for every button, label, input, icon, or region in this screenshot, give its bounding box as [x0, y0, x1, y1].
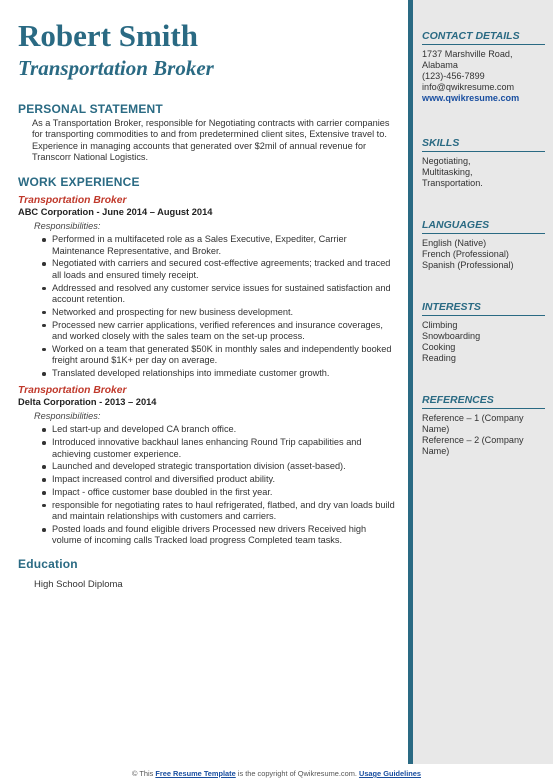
languages-heading: LANGUAGES	[422, 219, 545, 234]
usage-guidelines-link[interactable]: Usage Guidelines	[358, 769, 422, 778]
contact-website-link[interactable]: www.qwikresume.com	[422, 93, 520, 103]
list-item: Led start-up and developed CA branch office.	[42, 424, 396, 435]
list-item: Networked and prospecting for new business development.	[42, 307, 396, 318]
list-item: responsible for negotiating rates to haul refrigerated, flatbed, and dry van loads build and maintain relationships with customers and carriers.	[42, 500, 396, 523]
education-section	[18, 557, 396, 590]
skills-section	[422, 137, 545, 189]
candidate-name: Robert Smith	[18, 18, 198, 53]
language-item: Spanish (Professional)	[422, 260, 514, 270]
personal-statement-heading: PERSONAL STATEMENT	[18, 102, 163, 116]
skill-item: Multitasking,	[422, 167, 473, 177]
free-resume-template-link[interactable]: Free Resume Template	[155, 769, 236, 778]
contact-section	[422, 30, 545, 104]
interest-item: Reading	[422, 353, 456, 363]
responsibilities-list	[42, 424, 396, 546]
contact-heading: CONTACT DETAILS	[422, 30, 545, 45]
responsibilities-list	[42, 234, 396, 379]
interest-item: Cooking	[422, 342, 456, 352]
contact-address-line1: 1737 Marshville Road,	[422, 49, 513, 59]
job-company-dates: ABC Corporation - June 2014 – August 2014	[18, 207, 213, 218]
list-item: Performed in a multifaceted role as a Sales Executive, Expediter, Carrier Maintenance Representative, and Broker.	[42, 234, 396, 257]
list-item: Addressed and resolved any customer service issues for sustained satisfaction and account retention.	[42, 283, 396, 306]
interests-heading: INTERESTS	[422, 301, 545, 316]
list-item: Negotiated with carriers and secured cost-effective agreements; tracked and traced all loads and ensured timely receipt.	[42, 258, 396, 281]
education-item: High School Diploma	[34, 578, 123, 590]
education-heading: Education	[18, 556, 78, 571]
resume-sidebar	[408, 0, 553, 764]
work-experience-section	[18, 175, 396, 547]
contact-phone: (123)-456-7899	[422, 71, 485, 81]
responsibilities-label: Responsibilities:	[34, 221, 101, 232]
personal-statement-section	[18, 102, 396, 163]
candidate-title: Transportation Broker	[18, 56, 214, 80]
list-item: Translated developed relationships into immediate customer growth.	[42, 368, 396, 379]
list-item: Impact - office customer base doubled in the first year.	[42, 487, 396, 498]
reference-item: Reference – 1 (Company Name)	[422, 413, 524, 434]
list-item: Introduced innovative backhaul lanes enhancing Round Trip capabilities and achieving customer experience.	[42, 437, 396, 460]
list-item: Processed new carrier applications, verified references and insurance coverages, and worked closely with the sales team on the set-up process.	[42, 320, 396, 343]
references-heading: REFERENCES	[422, 394, 545, 409]
contact-address-line2: Alabama	[422, 60, 458, 70]
language-item: French (Professional)	[422, 249, 509, 259]
languages-section	[422, 219, 545, 271]
list-item: Launched and developed strategic transportation division (asset-based).	[42, 461, 396, 472]
personal-statement-text: As a Transportation Broker, responsible for Negotiating contracts with carrier companies for transporting commodities to and from predetermined client sites, Extensive travel to. Experience in managing accounts that generated over $2mil of annual revenue for Transcorr National Logistics.	[32, 118, 390, 162]
reference-item: Reference – 2 (Company Name)	[422, 435, 524, 456]
list-item: Worked on a team that generated $50K in monthly sales and independently booked freight around $1K+ per day on average.	[42, 344, 396, 367]
language-item: English (Native)	[422, 238, 487, 248]
job-title: Transportation Broker	[18, 195, 127, 207]
interest-item: Snowboarding	[422, 331, 481, 341]
job-entry	[18, 385, 396, 546]
footer-middle: is the copyright of Qwikresume.com.	[235, 769, 359, 778]
contact-email[interactable]: info@qwikresume.com	[422, 82, 515, 92]
resume-main	[18, 18, 396, 590]
work-experience-heading: WORK EXPERIENCE	[18, 175, 140, 190]
list-item: Posted loads and found eligible drivers Processed new drivers Received high volume of incoming calls Tracked load progress Completed team tasks.	[42, 524, 396, 547]
list-item: Impact increased control and diversified product ability.	[42, 474, 396, 485]
page-footer	[0, 764, 553, 783]
job-company-dates: Delta Corporation - 2013 – 2014	[18, 397, 157, 408]
skills-heading: SKILLS	[422, 137, 545, 152]
job-entry	[18, 195, 396, 379]
skill-item: Transportation.	[422, 178, 483, 188]
responsibilities-label: Responsibilities:	[34, 411, 101, 422]
interests-section	[422, 301, 545, 364]
interest-item: Climbing	[422, 320, 458, 330]
skill-item: Negotiating,	[422, 156, 471, 166]
footer-prefix: © This	[131, 769, 156, 778]
references-section	[422, 394, 545, 457]
job-title: Transportation Broker	[18, 385, 127, 397]
